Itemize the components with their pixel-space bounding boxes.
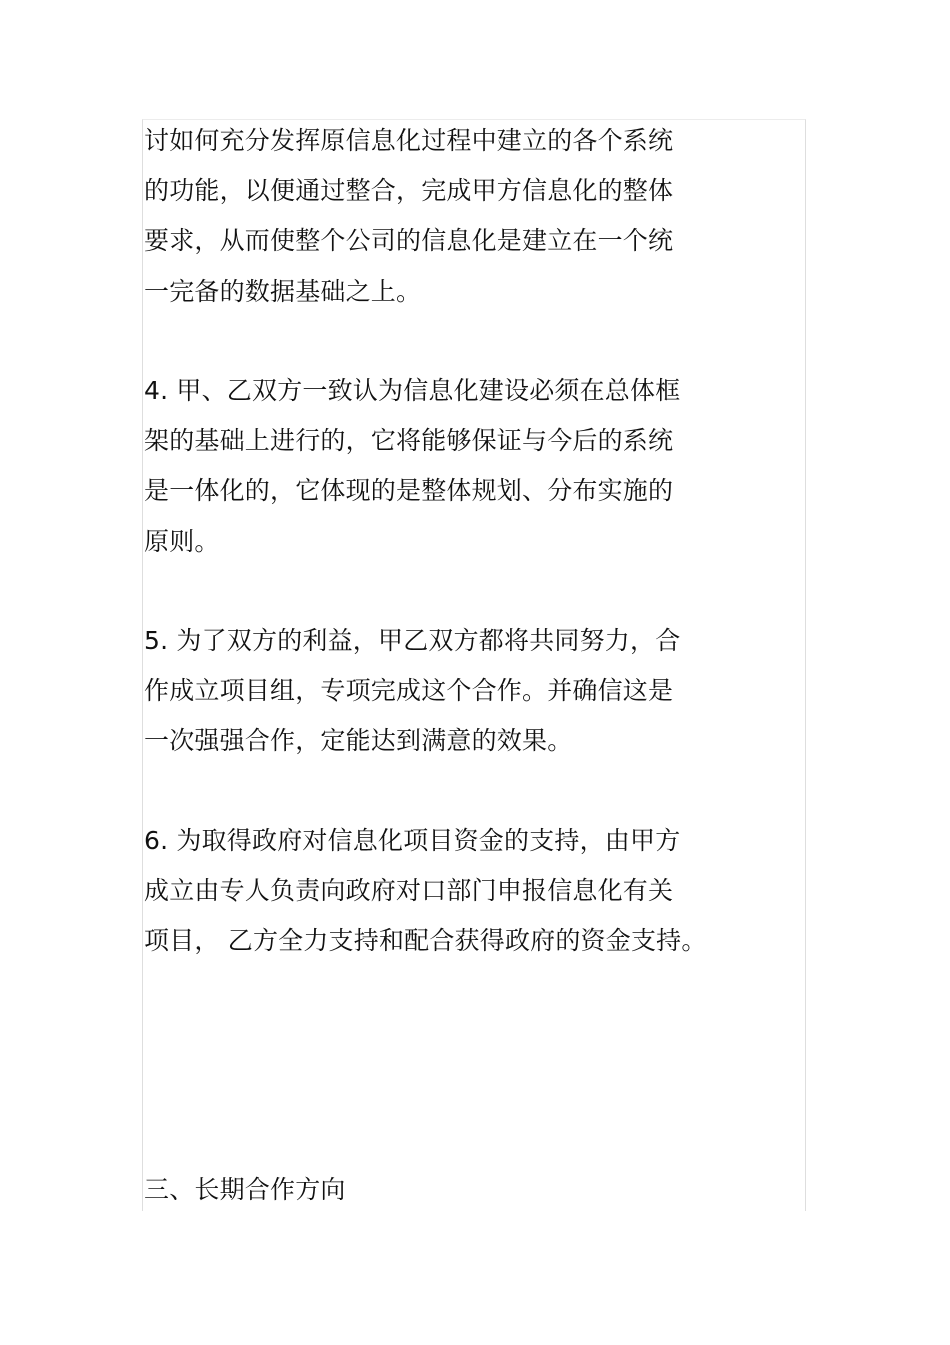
list-item-5-line: 5. 为了双方的利益，甲乙双方都将共同努力，合 (144, 626, 681, 655)
paragraph-line: 讨如何充分发挥原信息化过程中建立的各个系统 (144, 126, 674, 155)
paragraph-line: 要求，从而使整个公司的信息化是建立在一个统 (144, 226, 674, 255)
list-item-5-line: 作成立项目组，专项完成这个合作。并确信这是 (144, 676, 674, 705)
list-item-4-line: 架的基础上进行的，它将能够保证与今后的系统 (144, 426, 674, 455)
list-item-6-line: 项目， 乙方全力支持和配合获得政府的资金支持。 (144, 926, 707, 955)
list-item-6-line: 6. 为取得政府对信息化项目资金的支持，由甲方 (144, 826, 681, 855)
paragraph-line: 的功能，以便通过整合，完成甲方信息化的整体 (144, 176, 674, 205)
list-item-4-line: 是一体化的，它体现的是整体规划、分布实施的 (144, 476, 674, 505)
list-item-6-line: 成立由专人负责向政府对口部门申报信息化有关 (144, 876, 674, 905)
list-item-4-line: 4. 甲、乙双方一致认为信息化建设必须在总体框 (144, 376, 681, 405)
list-item-5-line: 一次强强合作，定能达到满意的效果。 (144, 726, 573, 755)
paragraph-line: 一完备的数据基础之上。 (144, 277, 422, 306)
list-item-4-line: 原则。 (144, 527, 220, 556)
section-heading: 三、长期合作方向 (144, 1175, 346, 1204)
